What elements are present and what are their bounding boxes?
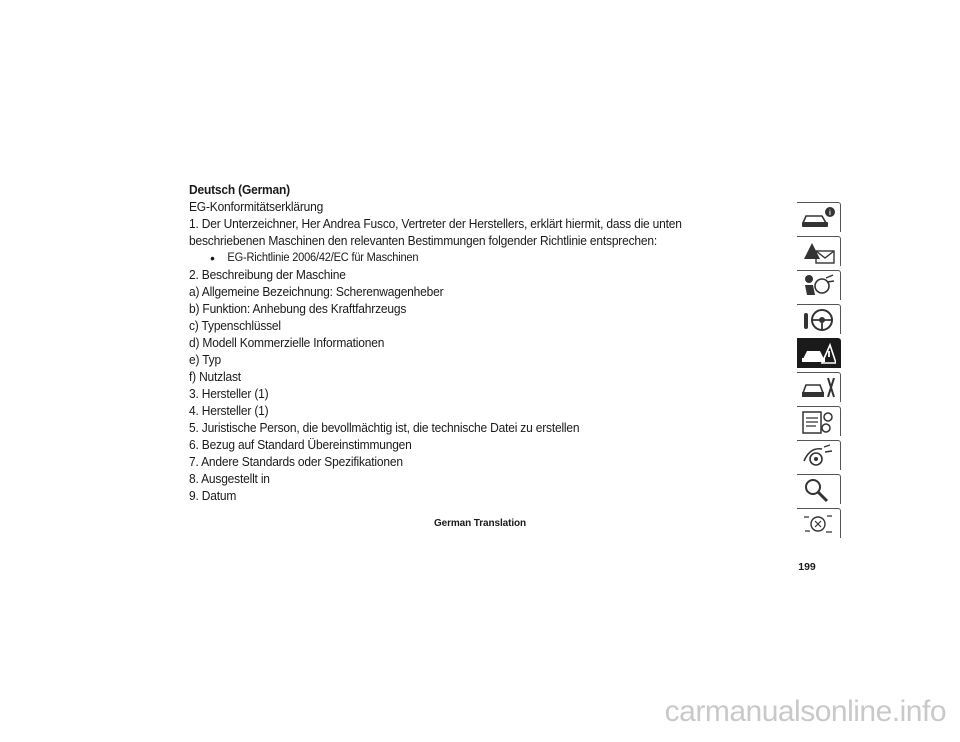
list-item: b) Funktion: Anhebung des Kraftfahrzeugs	[189, 302, 407, 316]
steering-wheel-icon	[800, 307, 836, 333]
list-item: 7. Andere Standards oder Spezifikationen	[189, 455, 403, 469]
list-item: a) Allgemeine Bezeichnung: Scherenwagenheber	[189, 285, 444, 299]
tab-safety[interactable]	[797, 270, 841, 300]
index-magnifier-icon	[800, 477, 836, 503]
list-item: 4. Hersteller (1)	[189, 404, 269, 418]
multimedia-icon	[800, 443, 836, 469]
tab-multimedia[interactable]	[797, 440, 841, 470]
tab-car-info[interactable]	[797, 202, 841, 232]
list-item: 5. Juristische Person, die bevollmächtig ist, die technische Datei zu erstellen	[189, 421, 580, 435]
text-line: beschriebenen Maschinen den relevanten Bestimmungen folgender Richtlinie entsprechen:	[189, 234, 657, 248]
section-heading: Deutsch (German)	[189, 183, 290, 197]
tab-service[interactable]	[797, 372, 841, 402]
car-info-icon	[800, 205, 836, 231]
airbag-safety-icon	[800, 273, 836, 299]
list-item: 9. Datum	[189, 489, 237, 503]
dashboard-warning-icon	[800, 239, 836, 265]
list-item: 2. Beschreibung der Maschine	[189, 268, 346, 282]
page-number: 199	[798, 561, 816, 573]
site-watermark: carmanualsonline.info	[664, 695, 946, 728]
roadside-emergency-icon	[800, 341, 836, 367]
svg-text:i: i	[829, 210, 831, 217]
chapter-tabs	[797, 202, 842, 542]
tab-starting-operating[interactable]	[797, 304, 841, 334]
tab-index[interactable]	[797, 474, 841, 504]
list-item: d) Modell Kommerzielle Informationen	[189, 336, 385, 350]
bullet-icon: •	[210, 250, 215, 266]
tab-emergency[interactable]	[797, 338, 841, 368]
specifications-icon	[800, 409, 836, 435]
tab-specifications[interactable]	[797, 406, 841, 436]
section-footer-title: German Translation	[433, 518, 527, 529]
list-item: 3. Hersteller (1)	[189, 387, 269, 401]
list-item: 6. Bezug auf Standard Übereinstimmungen	[189, 438, 412, 452]
tab-dashboard[interactable]	[797, 236, 841, 266]
service-wrench-icon	[800, 375, 836, 401]
tab-languages[interactable]	[797, 508, 841, 538]
list-item: 8. Ausgestellt in	[189, 472, 270, 486]
bullet-item	[189, 250, 727, 267]
bullet-text: EG-Richtlinie 2006/42/EC für Maschinen	[227, 252, 419, 264]
list-item: e) Typ	[189, 353, 221, 367]
list-item: f) Nutzlast	[189, 370, 241, 384]
text-line: 1. Der Unterzeichner, Her Andrea Fusco, Vertreter der Herstellers, erklärt hiermit, dass die unten	[189, 217, 682, 231]
language-icon	[800, 511, 836, 537]
list-item: c) Typenschlüssel	[189, 319, 281, 333]
text-line: EG-Konformitätserklärung	[189, 200, 324, 214]
document-body	[189, 182, 727, 505]
